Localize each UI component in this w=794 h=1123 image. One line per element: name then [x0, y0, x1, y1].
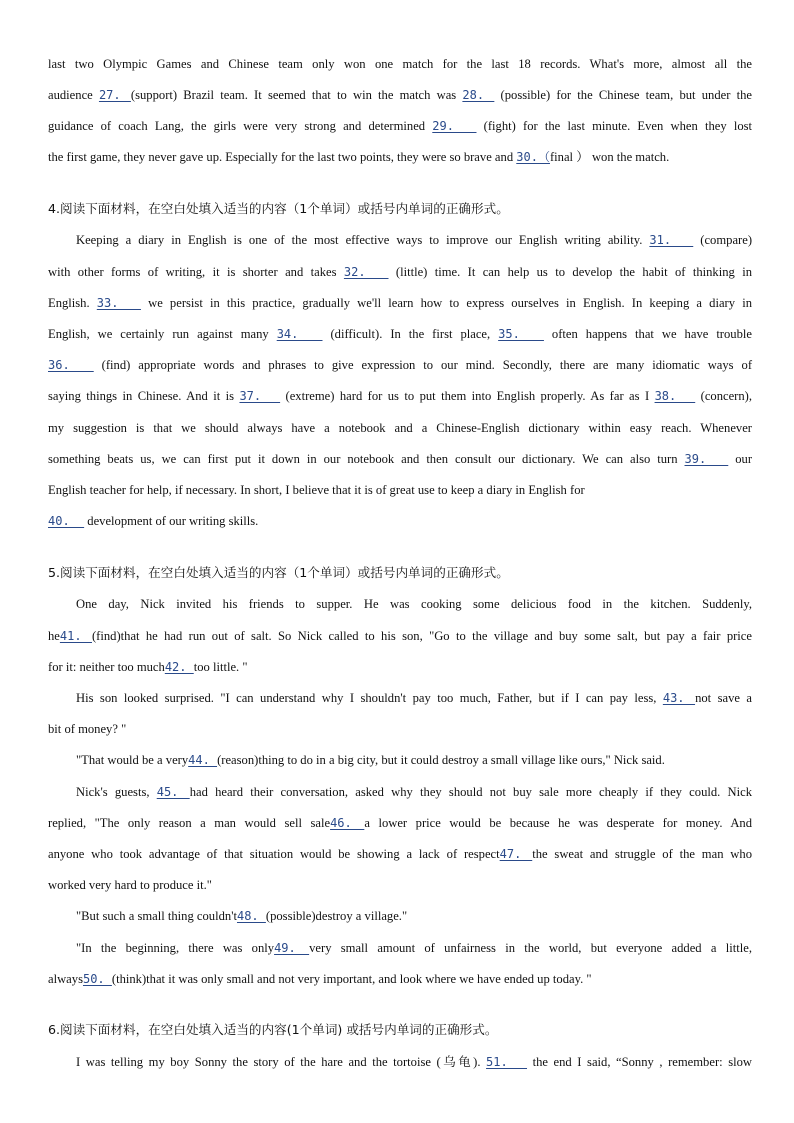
text-line: English. 33. we persist in this practice, gradually we'll learn how to express ourselves in English. In keeping a diary in	[48, 296, 753, 310]
answer-blank[interactable]: 50.	[82, 972, 112, 986]
text-line: "In the beginning, there was only49. very small amount of unfairness in the world, but everyone added a little,	[76, 941, 752, 955]
answer-blank[interactable]: 47.	[499, 847, 533, 861]
answer-blank[interactable]: 44.	[188, 753, 218, 767]
text-line: the first game, they never gave up. Especially for the last two points, they were so brave and 30.（final ） won the match.	[48, 150, 670, 164]
answer-blank[interactable]: 37.	[239, 389, 281, 403]
answer-blank[interactable]: 28.	[462, 88, 495, 102]
answer-blank[interactable]: 27.	[98, 88, 131, 102]
answer-blank[interactable]: 38.	[654, 389, 696, 403]
text-line: I was telling my boy Sonny the story of the hare and the tortoise (乌龟). 51. the end I said, “Sonny , remember: slow	[76, 1055, 752, 1069]
text-line: 36. (find) appropriate words and phrases to give expression to our mind. Secondly, there are many idiomatic ways of	[48, 358, 753, 372]
text-line: Keeping a diary in English is one of the most effective ways to improve our English writing ability. 31. (compare)	[76, 233, 753, 247]
answer-blank[interactable]: 34.	[276, 327, 323, 341]
text-line: for it: neither too much42. too little. "	[48, 660, 248, 674]
section-heading-4: 4.阅读下面材料，在空白处填入适当的内容（1个单词）或括号内单词的正确形式。	[48, 201, 509, 216]
text-line: anyone who took advantage of that situation would be showing a lack of respect47. the sweat and struggle of the man who	[48, 847, 752, 861]
answer-blank[interactable]: 31.	[649, 233, 694, 247]
text-line: he41. (find)that he had run out of salt. So Nick called to his son, "Go to the village and buy some salt, but pay a fair price	[48, 629, 752, 643]
answer-blank[interactable]: 41.	[59, 629, 92, 643]
text-line: "That would be a very44. (reason)thing to do in a big city, but it could destroy a small village like ours," Nick said.	[76, 753, 665, 767]
text-line: my suggestion is that we should always have a notebook and a Chinese-English dictionary within easy reach. Whenever	[48, 421, 752, 435]
answer-blank[interactable]: 30.（	[516, 150, 550, 164]
text-line: One day, Nick invited his friends to supper. He was cooking some delicious food in the kitchen. Suddenly,	[76, 597, 752, 611]
text-line: saying things in Chinese. And it is 37. (extreme) hard for us to put them into English properly. As far as I 38. (concern),	[48, 389, 753, 403]
text-line: Nick's guests, 45. had heard their conversation, asked why they should not buy sale more cheaply if they could. Nick	[76, 785, 752, 799]
text-line: worked very hard to produce it."	[48, 878, 212, 892]
answer-blank[interactable]: 33.	[96, 296, 141, 310]
answer-blank[interactable]: 45.	[156, 785, 190, 799]
answer-blank[interactable]: 32.	[343, 265, 389, 279]
text-line: always50. (think)that it was only small and not very important, and look where we have ended up today. "	[48, 972, 592, 986]
section-heading-5: 5.阅读下面材料，在空白处填入适当的内容（1个单词）或括号内单词的正确形式。	[48, 565, 509, 580]
answer-blank[interactable]: 36.	[48, 358, 94, 372]
answer-blank[interactable]: 29.	[432, 119, 477, 133]
text-line: His son looked surprised. "I can understand why I shouldn't pay too much, Father, but if I can pay less, 43. not save a	[76, 691, 752, 705]
text-line: last two Olympic Games and Chinese team only won one match for the last 18 records. What's more, almost all the	[48, 57, 752, 71]
answer-blank[interactable]: 42.	[164, 660, 194, 674]
section-heading-6: 6.阅读下面材料，在空白处填入适当的内容(1个单词) 或括号内单词的正确形式。	[48, 1022, 498, 1037]
text-line: English, we certainly run against many 34. (difficult). In the first place, 35. often happens that we have trouble	[48, 327, 752, 341]
answer-blank[interactable]: 49.	[274, 941, 310, 955]
text-line: with other forms of writing, it is shorter and takes 32. (little) time. It can help us to develop the habit of thinking in	[48, 265, 752, 279]
answer-blank[interactable]: 43.	[662, 691, 696, 705]
text-line: something beats us, we can first put it down in our notebook and then consult our dictionary. We can also turn 39. our	[48, 452, 753, 466]
text-line: English teacher for help, if necessary. In short, I believe that it is of great use to keep a diary in English for	[48, 483, 585, 497]
text-line: 40. development of our writing skills.	[48, 514, 259, 528]
answer-blank[interactable]: 51.	[486, 1055, 528, 1069]
answer-blank[interactable]: 39.	[684, 452, 729, 466]
text-line: bit of money? "	[48, 722, 127, 736]
answer-blank[interactable]: 35.	[498, 327, 544, 341]
answer-blank[interactable]: 46.	[330, 816, 365, 830]
answer-blank[interactable]: 40.	[48, 514, 85, 528]
text-line: "But such a small thing couldn't48. (possible)destroy a village."	[76, 909, 408, 923]
text-line: replied, "The only reason a man would sell sale46. a lower price would be because he was desperate for money. And	[48, 816, 753, 830]
text-line: guidance of coach Lang, the girls were very strong and determined 29. (fight) for the last minute. Even when they lost	[48, 119, 753, 133]
answer-blank[interactable]: 48.	[236, 909, 266, 923]
text-line: audience 27. (support) Brazil team. It seemed that to win the match was 28. (possible) for the Chinese team, but under the	[48, 88, 752, 102]
